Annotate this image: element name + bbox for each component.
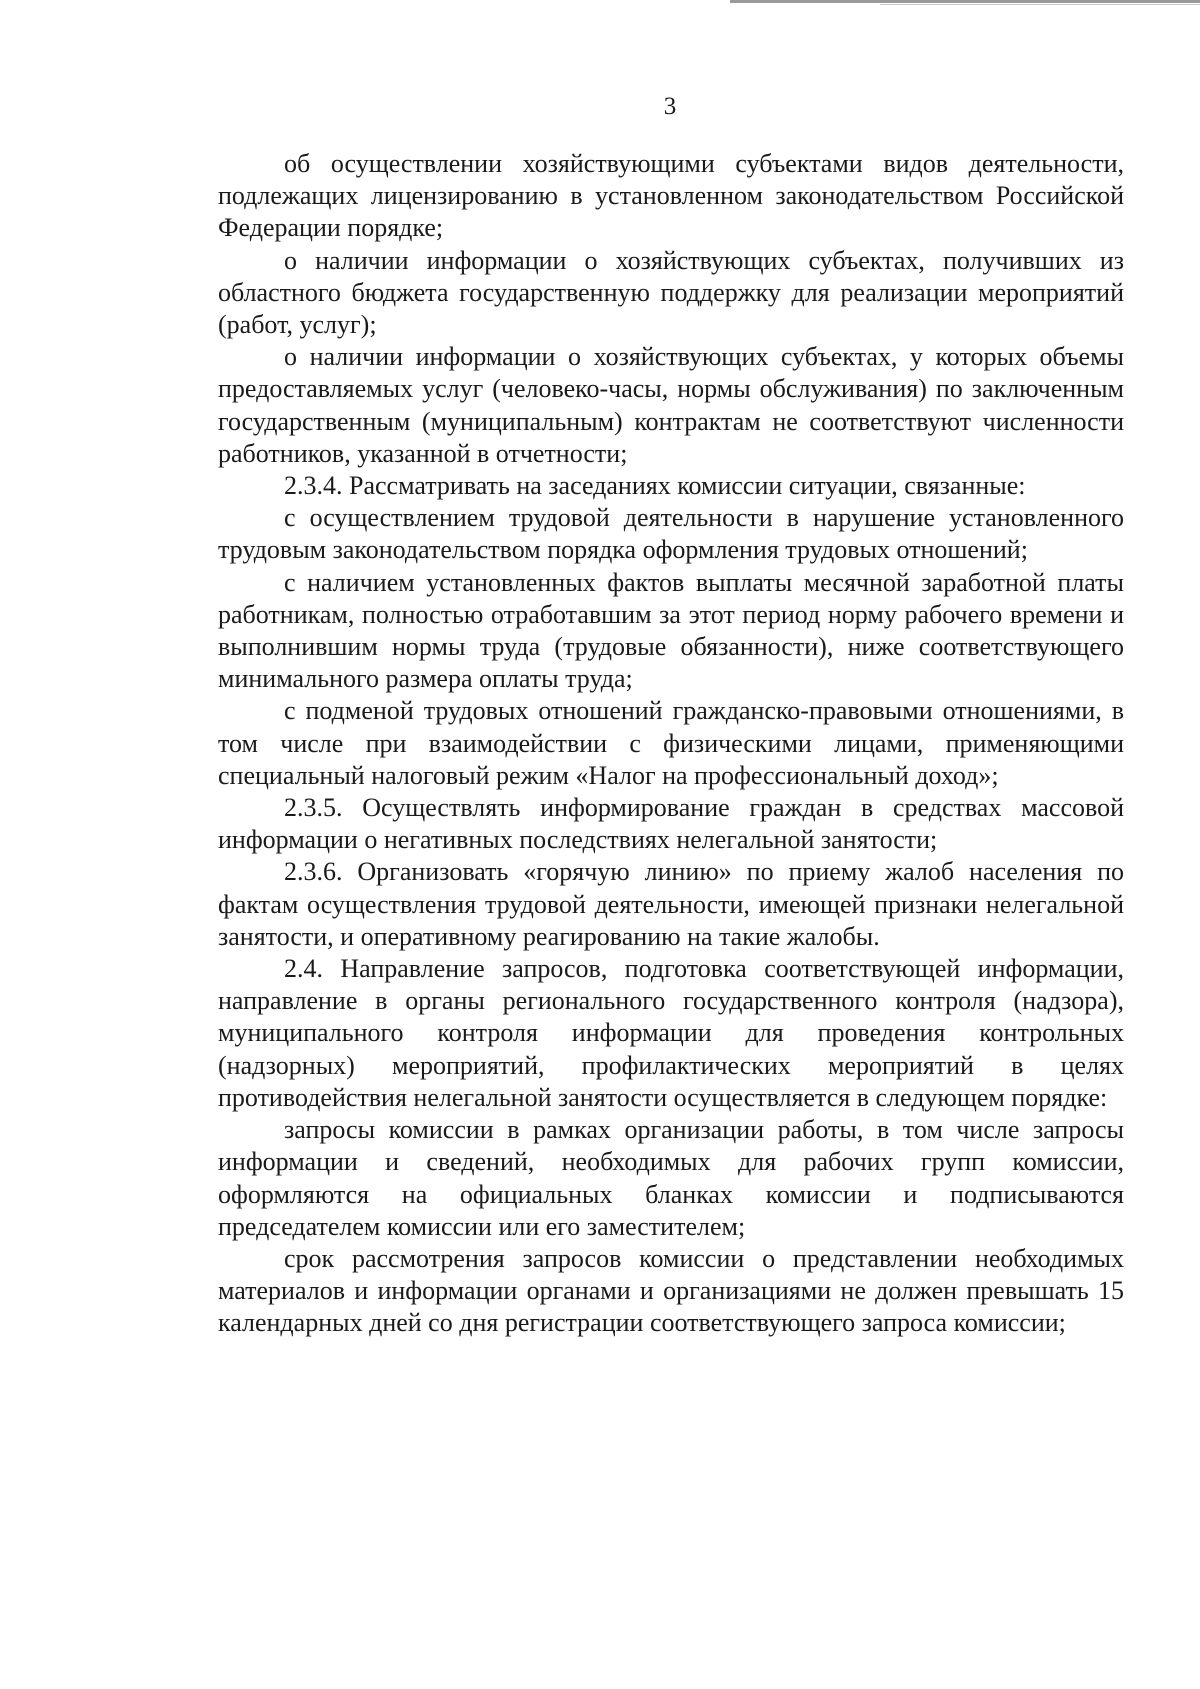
paragraph: запросы комиссии в рамках организации работы, в том числе запросы информации и сведений, необходимых для рабочих групп комиссии, оформляются на официальных бланках комиссии и подписываются председателем комиссии или его заместителем; <box>218 1115 1124 1241</box>
paragraph: 2.3.6. Организовать «горячую линию» по приему жалоб населения по фактам осуществления трудовой деятельности, имеющей признаки нелегальной занятости, и оперативному реагированию на такие жалобы. <box>218 857 1124 951</box>
paragraph: с подменой трудовых отношений гражданско-правовыми отношениями, в том числе при взаимодействии с физическими лицами, применяющими специальный налоговый режим «Налог на профессиональный доход»; <box>218 696 1124 790</box>
paragraph: 2.4. Направление запросов, подготовка соответствующей информации, направление в органы регионального государственного контроля (надзора), муниципального контроля информации для проведения контрольных (надзорных) мероприятий, профилактических мероприятий в целях противодействия нелегальной занятости осуществляется в следующем порядке: <box>218 954 1124 1112</box>
scan-edge-line-secondary <box>880 4 1200 5</box>
paragraph: о наличии информации о хозяйствующих субъектах, у которых объемы предоставляемых услуг (человеко-часы, нормы обслуживания) по заключенным государственным (муниципальным) контрактам не соответствуют численности работников, указанной в отчетности; <box>218 342 1124 468</box>
document-body <box>218 148 1124 1340</box>
paragraph: срок рассмотрения запросов комиссии о представлении необходимых материалов и информации органами и организациями не должен превышать 15 календарных дней со дня регистрации соответствующего запроса комиссии; <box>218 1243 1124 1338</box>
paragraph: об осуществлении хозяйствующими субъектами видов деятельности, подлежащих лицензированию в установленном законодательством Российской Федерации порядке; <box>218 149 1124 243</box>
page-number: 3 <box>663 93 677 120</box>
paragraph: 2.3.5. Осуществлять информирование граждан в средствах массовой информации о негативных последствиях нелегальной занятости; <box>218 793 1124 855</box>
paragraph: с наличием установленных фактов выплаты месячной заработной платы работникам, полностью отработавшим за этот период норму рабочего времени и выполнившим нормы труда (трудовые обязанности), ниже соответствующего минимального размера оплаты труда; <box>218 567 1124 694</box>
paragraph: с осуществлением трудовой деятельности в нарушение установленного трудовым законодательством порядка оформления трудовых отношений; <box>218 503 1124 565</box>
paragraph: о наличии информации о хозяйствующих субъектах, получивших из областного бюджета государственную поддержку для реализации мероприятий (работ, услуг); <box>218 245 1124 340</box>
scan-edge-line <box>730 0 1200 3</box>
paragraph: 2.3.4. Рассматривать на заседаниях комиссии ситуации, связанные: <box>284 471 1026 501</box>
